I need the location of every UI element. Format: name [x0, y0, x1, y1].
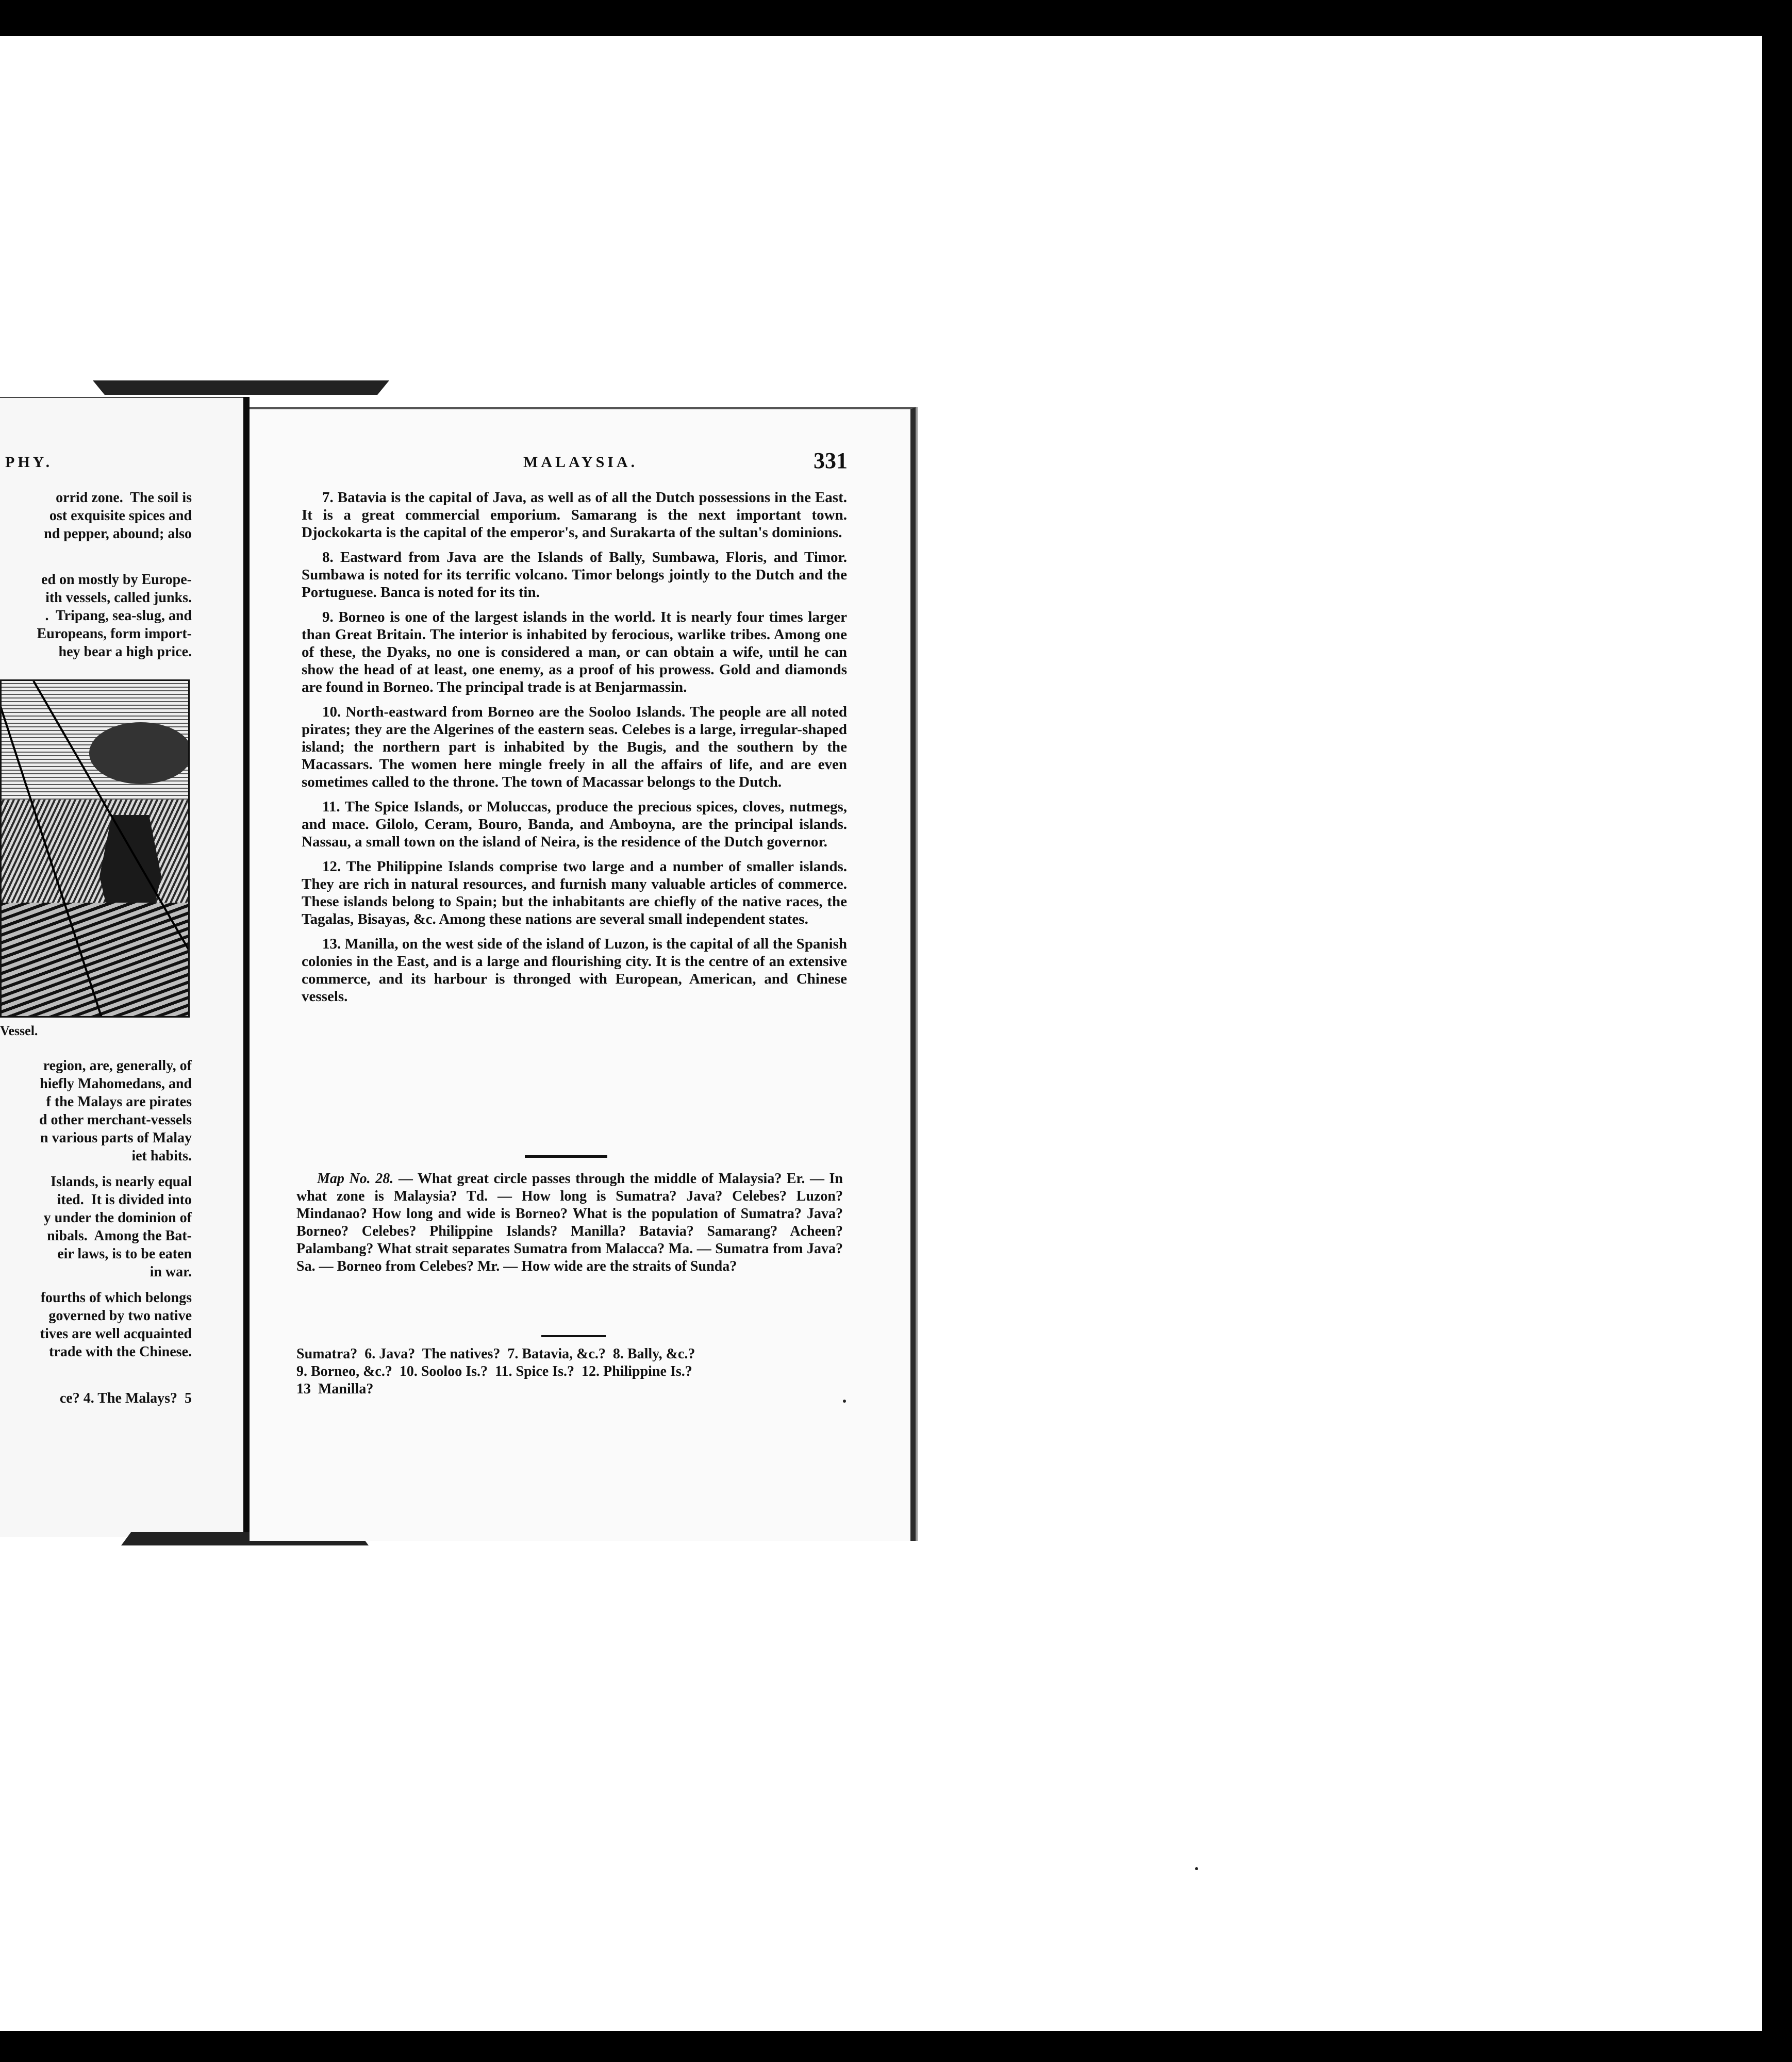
paragraph-7: 7. Batavia is the capital of Java, as well as of all the Dutch possessions in the East. It is a great commercial emporium. Samarang is the next important town. Djockokarta is the capital of the emperor's, and Surakarta of the sultan's dominions.	[302, 489, 847, 541]
scan-border-bottom	[0, 2031, 1792, 2062]
illustration-junk	[99, 815, 161, 903]
review-questions: Sumatra? 6. Java? The natives? 7. Batavia, &c.? 8. Bally, &c.? 9. Borneo, &c.? 10. Sooloo Is.? 11. Spice Is.? 12. Philippine Is.? 13 Manilla?	[296, 1346, 695, 1397]
right-page-header: MALAYSIA.	[523, 454, 638, 471]
binding-tab-top	[93, 380, 389, 395]
vessel-illustration	[0, 679, 190, 1018]
edge-mark: <	[1781, 1706, 1790, 1723]
left-text-block-6: ce? 4. The Malays? 5	[59, 1390, 192, 1406]
right-page-body	[302, 489, 847, 1012]
book-gutter	[243, 397, 250, 1536]
left-text-block-2: ed on mostly by Europe- ith vessels, called junks. . Tripang, sea-slug, and Europeans, form import- hey bear a high price.	[37, 572, 192, 660]
scan-speck	[843, 1400, 846, 1403]
left-page-header: PHY.	[5, 454, 53, 471]
scan-border-right	[1762, 0, 1792, 2062]
scan-border-top	[0, 0, 1792, 36]
paragraph-13: 13. Manilla, on the west side of the island of Luzon, is the capital of all the Spanish colonies in the East, and is a large and flourishing city. It is the centre of an extensive commerce, and its harbour is thronged with European, American, and Chinese vessels.	[302, 936, 847, 1005]
paragraph-10: 10. North-eastward from Borneo are the Sooloo Islands. The people are all noted pirates; they are the Algerines of the eastern seas. Celebes is a large, irregular-shaped island; the northern part is inhabited by the Bugis, and the southern by the Macassars. The women here mingle freely in all the affairs of life, and are even sometimes called to the throne. The town of Macassar belongs to the Dutch.	[302, 704, 847, 790]
left-text-block-4: Islands, is nearly equal ited. It is divided into y under the dominion of nibals. Among the Bat- eir laws, is to be eaten in war.	[43, 1174, 192, 1280]
left-text-block-5: fourths of which belongs governed by two native tives are well acquainted trade with the Chinese.	[40, 1290, 192, 1360]
section-rule	[525, 1155, 607, 1158]
scan-speck	[1195, 1867, 1198, 1870]
paragraph-12: 12. The Philippine Islands comprise two large and a number of smaller islands. They are rich in natural resources, and furnish many valuable articles of commerce. These islands belong to Spain; but the inhabitants are chiefly of the native races, the Tagalas, Bisayas, &c. Among these nations are several small independent states.	[302, 858, 847, 927]
paragraph-9: 9. Borneo is one of the largest islands in the world. It is nearly four times larger than Great Britain. The interior is inhabited by ferocious, warlike tribes. Among one of these, the Dyaks, no one is considered a man, or can obtain a wife, until he can show the head of at least, one enemy, as a proof of his prowess. Gold and diamonds are found in Borneo. The principal trade is at Benjarmassin.	[302, 609, 847, 695]
paragraph-11: 11. The Spice Islands, or Moluccas, produce the precious spices, cloves, nutmegs, and mace. Gilolo, Ceram, Bouro, Banda, and Amboyna, are the principal islands. Nassau, a small town on the island of Neira, is the residence of the Dutch governor.	[302, 799, 847, 850]
left-text-block-1: orrid zone. The soil is ost exquisite spices and nd pepper, abound; also	[44, 490, 192, 542]
left-text-block-3: region, are, generally, of hiefly Mahomedans, and f the Malays are pirates d other merchant-vessels n various parts of Malay iet habits.	[39, 1058, 192, 1164]
illustration-caption: Vessel.	[0, 1023, 38, 1038]
map-questions	[296, 1170, 843, 1275]
map-label: Map No. 28.	[317, 1171, 394, 1187]
map-questions-text: — What great circle passes through the middle of Malaysia? Er. — In what zone is Malaysia? Td. — How long is Sumatra? Java? Celebes? Luzon? Mindanao? How long and wide is Borneo? What is the population of Sumatra? Java? Borneo? Celebes? Philippine Islands? Manilla? Batavia? Samarang? Acheen? Palambang? What strait separates Sumatra from Malacca? Ma. — Sumatra from Java? Sa. — Borneo from Celebes? Mr. — How wide are the straits of Sunda?	[296, 1171, 843, 1274]
illustration-cloud	[89, 722, 190, 784]
page-number: 331	[814, 448, 848, 473]
paragraph-8: 8. Eastward from Java are the Islands of Bally, Sumbawa, Floris, and Timor. Sumbawa is noted for its terrific volcano. Timor belongs jointly to the Dutch and the Portuguese. Banca is noted for its tin.	[302, 549, 847, 601]
answers-rule	[541, 1335, 606, 1337]
